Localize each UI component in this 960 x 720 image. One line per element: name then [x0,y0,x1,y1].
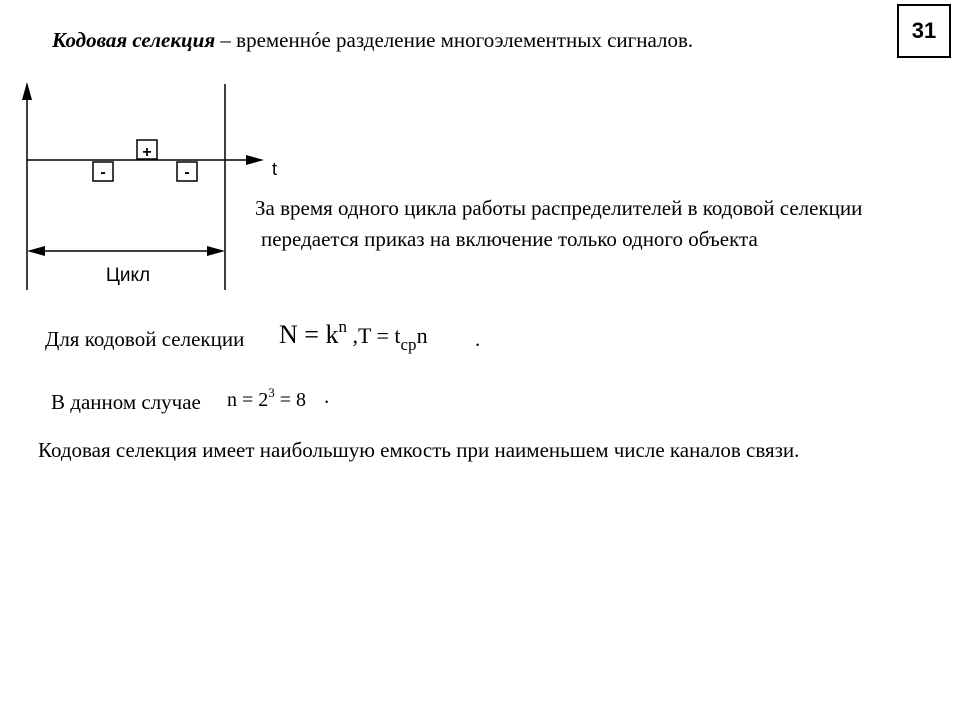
page-number: 31 [911,18,937,43]
formula-sub-cp: ср [400,335,417,354]
example-exp: 3 [268,385,275,400]
formula-eq-k: = k [297,320,339,349]
page-number-box [897,4,951,58]
plus-pulse-label: + [142,144,152,161]
example-rhs: = 8 [274,389,307,411]
description-line-2: передается приказ на включение только одного объекта [261,227,758,251]
minus-pulse-label-2: - [184,164,190,181]
minus-pulse-label-1: - [100,164,106,181]
heading-rest: – временнóе разделение многоэлементных сигналов. [215,28,694,52]
formula-prefix: Для кодовой селекции [45,327,245,351]
formula-dot: . [475,327,481,351]
example-formula [227,385,306,412]
example-prefix: В данном случае [51,390,201,414]
cycle-arrow-right [207,246,225,256]
formula-n: n [416,323,428,348]
heading-term: Кодовая селекция [52,28,216,52]
formula-N: N [279,320,298,349]
cycle-arrow-left [27,246,45,256]
formula-exp-n: n [338,317,347,336]
example-dot: . [324,384,330,408]
cycle-label: Цикл [105,265,151,286]
y-axis-arrow [22,82,32,100]
conclusion-text: Кодовая селекция имеет наибольшую емкость при наименьшем числе каналов связи. [38,438,800,462]
code-selection-diagram [0,0,300,300]
formula-T: ,T = t [346,323,401,348]
example-lhs: n = 2 [227,389,269,411]
time-axis-arrow [246,155,264,165]
description-line-1: За время одного цикла работы распределителей в кодовой селекции [255,196,863,220]
capacity-formula [279,317,428,355]
time-axis-label: t [272,159,278,179]
